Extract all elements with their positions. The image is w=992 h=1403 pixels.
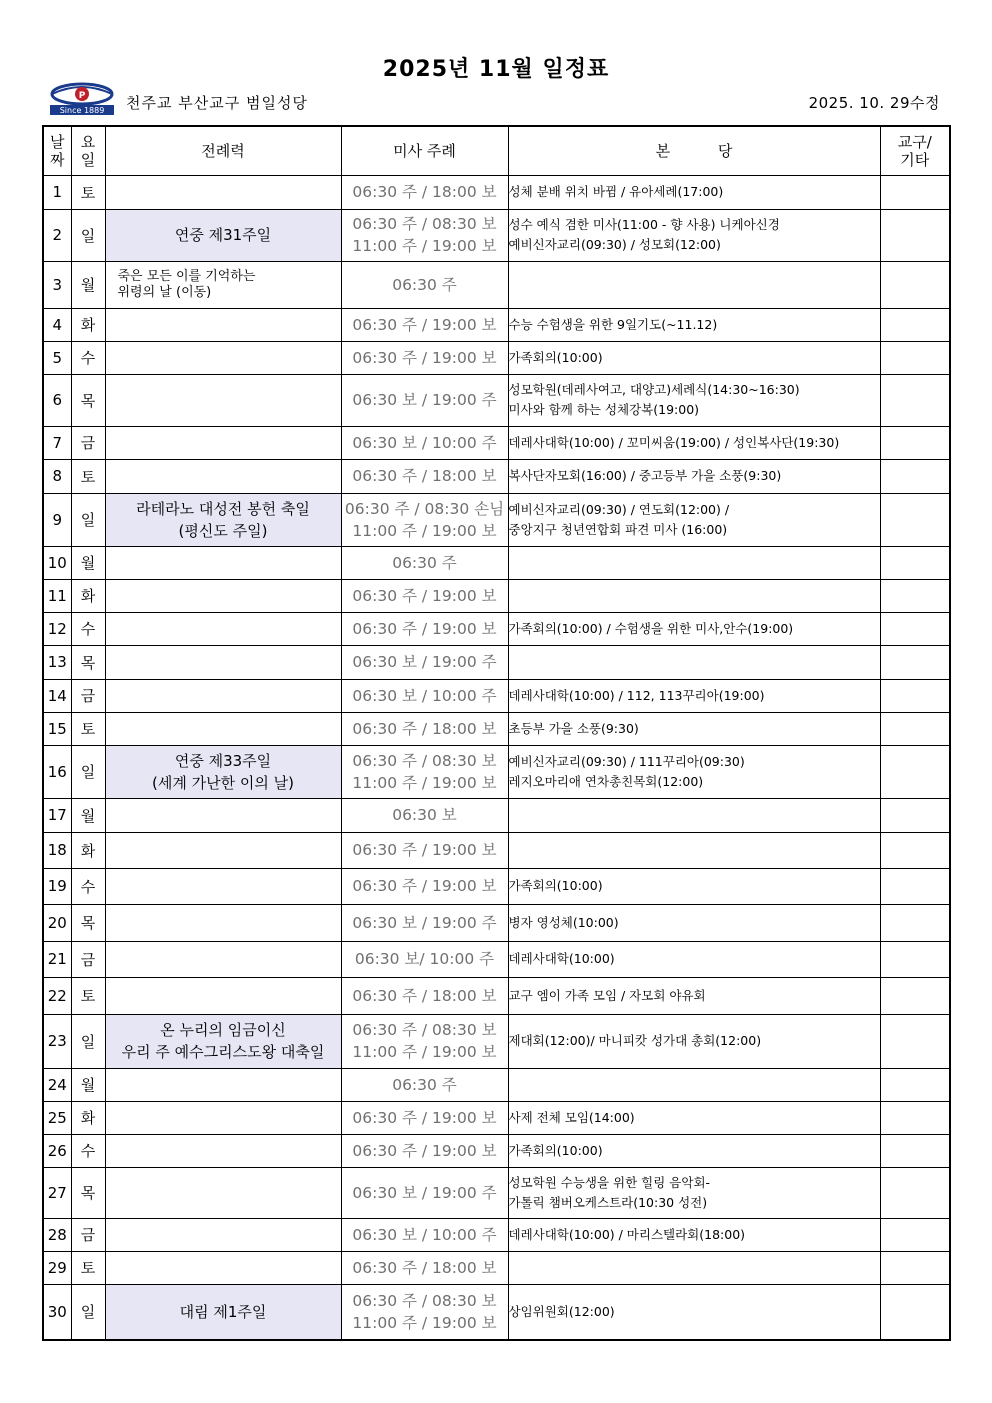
day-cell: 27: [43, 1167, 71, 1218]
liturgy-cell: [105, 459, 341, 493]
table-row: [43, 546, 950, 579]
liturgy-cell: [105, 1167, 341, 1218]
liturgy-cell: [105, 904, 341, 941]
mass-cell: 06:30 주: [341, 261, 508, 308]
weekday-cell: 목: [71, 374, 105, 426]
header-liturgy: 전례력: [105, 126, 341, 175]
weekday-cell: 화: [71, 579, 105, 612]
other-cell: [880, 1068, 950, 1101]
weekday-cell: 월: [71, 1068, 105, 1101]
weekday-cell: 일: [71, 493, 105, 546]
other-cell: [880, 798, 950, 832]
liturgy-cell: [105, 1134, 341, 1167]
events-cell: [508, 261, 880, 308]
weekday-cell: 토: [71, 459, 105, 493]
mass-cell: 06:30 주: [341, 1068, 508, 1101]
mass-cell: 06:30 주 / 19:00 보: [341, 308, 508, 341]
other-cell: [880, 175, 950, 209]
weekday-cell: 목: [71, 1167, 105, 1218]
table-row: [43, 459, 950, 493]
events-cell: 초등부 가을 소풍(9:30): [508, 712, 880, 745]
events-cell: 성체 분배 위치 바뀜 / 유아세례(17:00): [508, 175, 880, 209]
liturgy-cell: [105, 374, 341, 426]
events-cell: 가족회의(10:00): [508, 341, 880, 374]
events-cell: 데레사대학(10:00): [508, 941, 880, 977]
weekday-cell: 토: [71, 1251, 105, 1284]
weekday-cell: 화: [71, 308, 105, 341]
day-cell: 21: [43, 941, 71, 977]
events-cell: 가족회의(10:00) / 수험생을 위한 미사,안수(19:00): [508, 612, 880, 645]
day-cell: 8: [43, 459, 71, 493]
other-cell: [880, 612, 950, 645]
weekday-cell: 일: [71, 1284, 105, 1340]
day-cell: 20: [43, 904, 71, 941]
table-row: [43, 1218, 950, 1251]
table-row: [43, 261, 950, 308]
day-cell: 18: [43, 832, 71, 868]
table-row: [43, 1101, 950, 1134]
liturgy-cell: [105, 868, 341, 904]
mass-cell: 06:30 주 / 08:30 보 11:00 주 / 19:00 보: [341, 745, 508, 798]
day-cell: 4: [43, 308, 71, 341]
mass-cell: 06:30 주 / 19:00 보: [341, 612, 508, 645]
day-cell: 14: [43, 679, 71, 712]
mass-cell: 06:30 주: [341, 546, 508, 579]
mass-cell: 06:30 주 / 08:30 보 11:00 주 / 19:00 보: [341, 1014, 508, 1068]
events-cell: [508, 832, 880, 868]
table-row: [43, 209, 950, 261]
header-day: 날 짜: [43, 126, 71, 175]
mass-cell: 06:30 보 / 19:00 주: [341, 645, 508, 679]
day-cell: 13: [43, 645, 71, 679]
table-row: [43, 904, 950, 941]
events-cell: 병자 영성체(10:00): [508, 904, 880, 941]
mass-cell: 06:30 주 / 19:00 보: [341, 1134, 508, 1167]
other-cell: [880, 977, 950, 1014]
table-row: [43, 175, 950, 209]
mass-cell: 06:30 주 / 19:00 보: [341, 341, 508, 374]
table-row: [43, 341, 950, 374]
events-cell: [508, 645, 880, 679]
weekday-cell: 목: [71, 645, 105, 679]
weekday-cell: 목: [71, 904, 105, 941]
mass-cell: 06:30 보 / 10:00 주: [341, 426, 508, 459]
day-cell: 17: [43, 798, 71, 832]
weekday-cell: 수: [71, 1134, 105, 1167]
other-cell: [880, 645, 950, 679]
other-cell: [880, 1251, 950, 1284]
header-weekday: 요 일: [71, 126, 105, 175]
day-cell: 16: [43, 745, 71, 798]
day-cell: 7: [43, 426, 71, 459]
parish-logo: [46, 82, 118, 116]
table-row: [43, 832, 950, 868]
day-cell: 6: [43, 374, 71, 426]
other-cell: [880, 1101, 950, 1134]
liturgy-cell: [105, 308, 341, 341]
events-cell: 사제 전체 모임(14:00): [508, 1101, 880, 1134]
table-row: [43, 645, 950, 679]
mass-cell: 06:30 주 / 08:30 보 11:00 주 / 19:00 보: [341, 1284, 508, 1340]
mass-cell: 06:30 보 / 10:00 주: [341, 1218, 508, 1251]
events-cell: 상임위원회(12:00): [508, 1284, 880, 1340]
liturgy-cell: [105, 1218, 341, 1251]
header-row: [43, 126, 950, 175]
events-cell: 데레사대학(10:00) / 마리스텔라회(18:00): [508, 1218, 880, 1251]
table-row: [43, 1284, 950, 1340]
schedule-table: [42, 125, 951, 1341]
mass-cell: 06:30 보 / 19:00 주: [341, 374, 508, 426]
day-cell: 3: [43, 261, 71, 308]
table-row: [43, 712, 950, 745]
parish-name: 천주교 부산교구 범일성당: [126, 94, 308, 112]
mass-cell: 06:30 주 / 18:00 보: [341, 977, 508, 1014]
events-cell: [508, 546, 880, 579]
weekday-cell: 월: [71, 798, 105, 832]
day-cell: 25: [43, 1101, 71, 1134]
other-cell: [880, 426, 950, 459]
day-cell: 1: [43, 175, 71, 209]
table-row: [43, 1014, 950, 1068]
svg-text:Since 1889: Since 1889: [59, 106, 105, 115]
liturgy-cell: [105, 612, 341, 645]
header-events: 본 당: [508, 126, 880, 175]
other-cell: [880, 679, 950, 712]
liturgy-cell: [105, 712, 341, 745]
weekday-cell: 금: [71, 1218, 105, 1251]
events-cell: 예비신자교리(09:30) / 111꾸리아(09:30) 레지오마리애 연차총친목회(12:00): [508, 745, 880, 798]
table-row: [43, 1251, 950, 1284]
table-row: [43, 579, 950, 612]
liturgy-cell: 연중 제31주일: [105, 209, 341, 261]
table-row: [43, 798, 950, 832]
other-cell: [880, 308, 950, 341]
liturgy-cell: [105, 546, 341, 579]
weekday-cell: 금: [71, 941, 105, 977]
svg-text:P: P: [78, 91, 86, 101]
mass-cell: 06:30 주 / 19:00 보: [341, 868, 508, 904]
table-row: [43, 493, 950, 546]
day-cell: 11: [43, 579, 71, 612]
mass-cell: 06:30 주 / 19:00 보: [341, 1101, 508, 1134]
events-cell: 복사단자모회(16:00) / 중고등부 가을 소풍(9:30): [508, 459, 880, 493]
other-cell: [880, 546, 950, 579]
table-row: [43, 941, 950, 977]
other-cell: [880, 1167, 950, 1218]
other-cell: [880, 868, 950, 904]
weekday-cell: 화: [71, 1101, 105, 1134]
weekday-cell: 월: [71, 261, 105, 308]
weekday-cell: 수: [71, 341, 105, 374]
mass-cell: 06:30 주 / 18:00 보: [341, 459, 508, 493]
day-cell: 26: [43, 1134, 71, 1167]
table-row: [43, 868, 950, 904]
weekday-cell: 월: [71, 546, 105, 579]
events-cell: 가족회의(10:00): [508, 868, 880, 904]
table-row: [43, 612, 950, 645]
other-cell: [880, 1218, 950, 1251]
events-cell: 교구 엠이 가족 모임 / 자모회 야유회: [508, 977, 880, 1014]
weekday-cell: 금: [71, 426, 105, 459]
other-cell: [880, 1134, 950, 1167]
mass-cell: 06:30 주 / 19:00 보: [341, 579, 508, 612]
liturgy-cell: [105, 679, 341, 712]
liturgy-cell: [105, 977, 341, 1014]
mass-cell: 06:30 주 / 19:00 보: [341, 832, 508, 868]
liturgy-cell: [105, 175, 341, 209]
events-cell: 데레사대학(10:00) / 꼬미씨움(19:00) / 성인복사단(19:30): [508, 426, 880, 459]
table-row: [43, 308, 950, 341]
events-cell: 예비신자교리(09:30) / 연도회(12:00) / 중앙지구 청년연합회 파견 미사 (16:00): [508, 493, 880, 546]
other-cell: [880, 459, 950, 493]
day-cell: 15: [43, 712, 71, 745]
other-cell: [880, 1284, 950, 1340]
liturgy-cell: 라테라노 대성전 봉헌 축일 (평신도 주일): [105, 493, 341, 546]
events-cell: [508, 579, 880, 612]
mass-cell: 06:30 보: [341, 798, 508, 832]
weekday-cell: 화: [71, 832, 105, 868]
table-row: [43, 426, 950, 459]
liturgy-cell: [105, 798, 341, 832]
revision-date: 2025. 10. 29수정: [808, 94, 940, 112]
day-cell: 19: [43, 868, 71, 904]
other-cell: [880, 712, 950, 745]
day-cell: 5: [43, 341, 71, 374]
weekday-cell: 토: [71, 175, 105, 209]
mass-cell: 06:30 보 / 19:00 주: [341, 904, 508, 941]
table-row: [43, 1068, 950, 1101]
events-cell: 성모학원(데레사여고, 대양고)세례식(14:30~16:30) 미사와 함께 하는 성체강복(19:00): [508, 374, 880, 426]
mass-cell: 06:30 주 / 18:00 보: [341, 1251, 508, 1284]
liturgy-cell: [105, 426, 341, 459]
other-cell: [880, 832, 950, 868]
liturgy-cell: 온 누리의 임금이신 우리 주 예수그리스도왕 대축일: [105, 1014, 341, 1068]
day-cell: 9: [43, 493, 71, 546]
mass-cell: 06:30 보 / 19:00 주: [341, 1167, 508, 1218]
liturgy-cell: [105, 645, 341, 679]
mass-cell: 06:30 주 / 08:30 손님 11:00 주 / 19:00 보: [341, 493, 508, 546]
weekday-cell: 수: [71, 868, 105, 904]
mass-cell: 06:30 주 / 08:30 보 11:00 주 / 19:00 보: [341, 209, 508, 261]
liturgy-cell: [105, 1101, 341, 1134]
page-title: 2025년 11월 일정표: [382, 57, 610, 82]
events-cell: 성모학원 수능생을 위한 힐링 음악회- 가톨릭 챔버오케스트라(10:30 성전): [508, 1167, 880, 1218]
other-cell: [880, 374, 950, 426]
day-cell: 28: [43, 1218, 71, 1251]
table-row: [43, 745, 950, 798]
liturgy-cell: [105, 1251, 341, 1284]
header-other: 교구/ 기타: [880, 126, 950, 175]
liturgy-cell: [105, 579, 341, 612]
other-cell: [880, 261, 950, 308]
liturgy-cell: [105, 1068, 341, 1101]
weekday-cell: 금: [71, 679, 105, 712]
liturgy-cell: 대림 제1주일: [105, 1284, 341, 1340]
day-cell: 22: [43, 977, 71, 1014]
events-cell: 성수 예식 겸한 미사(11:00 - 향 사용) 니케아신경 예비신자교리(09:30) / 성모회(12:00): [508, 209, 880, 261]
day-cell: 2: [43, 209, 71, 261]
table-row: [43, 1134, 950, 1167]
other-cell: [880, 493, 950, 546]
day-cell: 23: [43, 1014, 71, 1068]
other-cell: [880, 209, 950, 261]
events-cell: [508, 1068, 880, 1101]
weekday-cell: 토: [71, 712, 105, 745]
weekday-cell: 일: [71, 745, 105, 798]
liturgy-cell: [105, 941, 341, 977]
table-row: [43, 679, 950, 712]
events-cell: [508, 1251, 880, 1284]
liturgy-cell: [105, 341, 341, 374]
other-cell: [880, 579, 950, 612]
events-cell: 데레사대학(10:00) / 112, 113꾸리아(19:00): [508, 679, 880, 712]
mass-cell: 06:30 보 / 10:00 주: [341, 679, 508, 712]
events-cell: 제대회(12:00)/ 마니피캇 성가대 총회(12:00): [508, 1014, 880, 1068]
header-mass: 미사 주례: [341, 126, 508, 175]
other-cell: [880, 1014, 950, 1068]
mass-cell: 06:30 주 / 18:00 보: [341, 712, 508, 745]
day-cell: 12: [43, 612, 71, 645]
table-row: [43, 977, 950, 1014]
table-row: [43, 374, 950, 426]
events-cell: 가족회의(10:00): [508, 1134, 880, 1167]
liturgy-cell: 연중 제33주일 (세계 가난한 이의 날): [105, 745, 341, 798]
day-cell: 24: [43, 1068, 71, 1101]
other-cell: [880, 745, 950, 798]
mass-cell: 06:30 주 / 18:00 보: [341, 175, 508, 209]
other-cell: [880, 341, 950, 374]
table-row: [43, 1167, 950, 1218]
other-cell: [880, 941, 950, 977]
events-cell: [508, 798, 880, 832]
weekday-cell: 토: [71, 977, 105, 1014]
other-cell: [880, 904, 950, 941]
liturgy-cell: 죽은 모든 이를 기억하는 위령의 날 (이동): [105, 261, 341, 308]
liturgy-cell: [105, 832, 341, 868]
mass-cell: 06:30 보/ 10:00 주: [341, 941, 508, 977]
weekday-cell: 일: [71, 209, 105, 261]
weekday-cell: 수: [71, 612, 105, 645]
day-cell: 30: [43, 1284, 71, 1340]
day-cell: 29: [43, 1251, 71, 1284]
weekday-cell: 일: [71, 1014, 105, 1068]
day-cell: 10: [43, 546, 71, 579]
events-cell: 수능 수험생을 위한 9일기도(~11.12): [508, 308, 880, 341]
